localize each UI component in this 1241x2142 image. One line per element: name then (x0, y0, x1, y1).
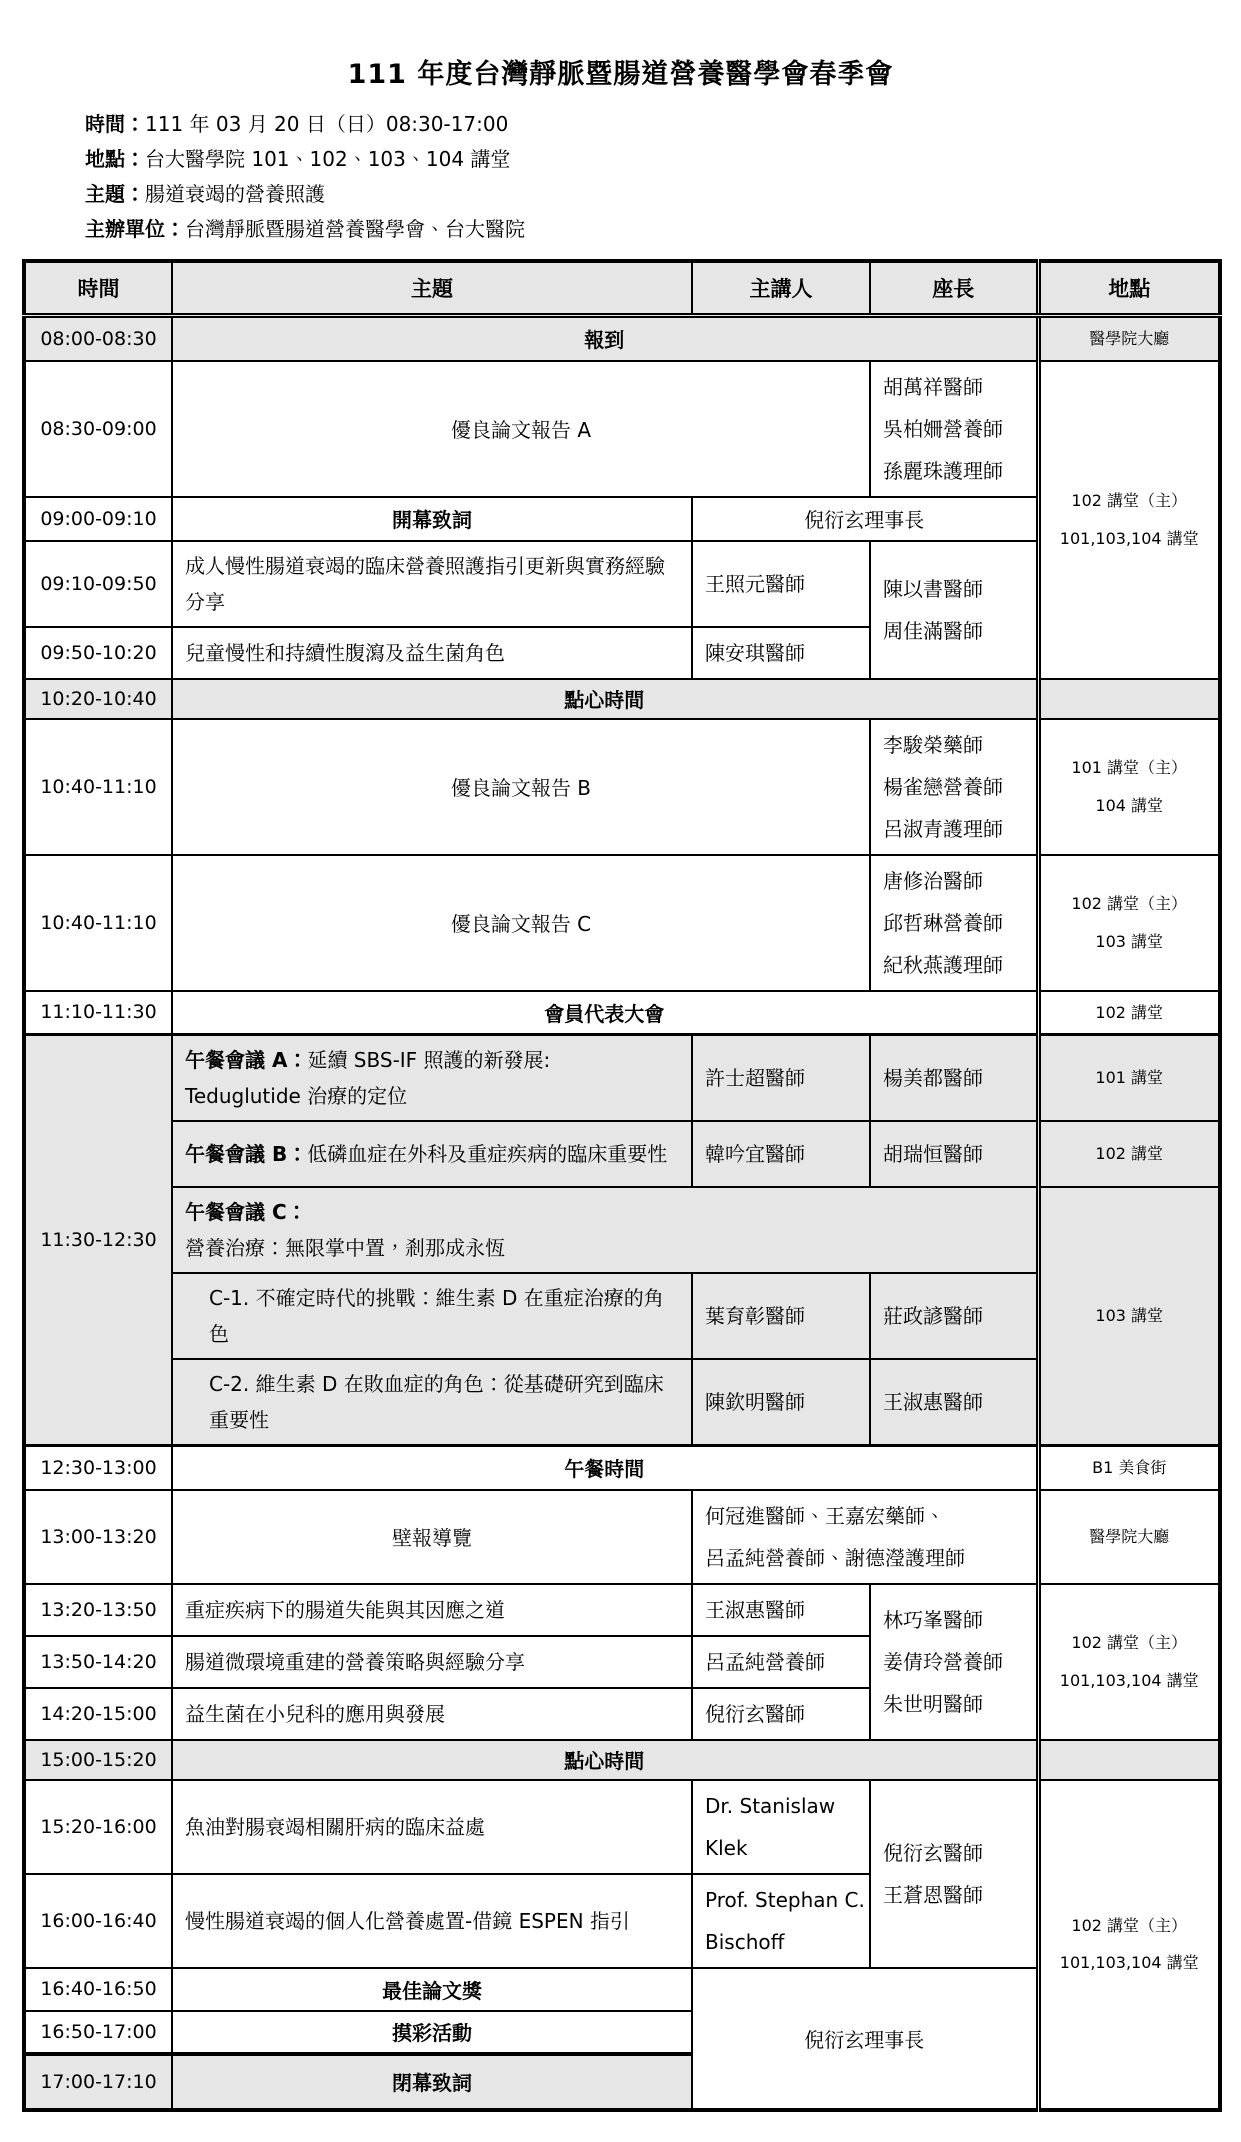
cell-speaker: 葉育彰醫師 (692, 1273, 870, 1359)
cell-topic: 魚油對腸衰竭相關肝病的臨床益處 (172, 1780, 692, 1874)
schedule-table-body (24, 261, 1220, 2110)
cell-topic: 開幕致詞 (172, 497, 692, 541)
cell-time: 13:00-13:20 (24, 1490, 172, 1584)
cell-event: 點心時間 (172, 1740, 1038, 1780)
cell-time: 09:50-10:20 (24, 627, 172, 679)
meta-organizer (85, 212, 1241, 247)
cell-chair: 楊美都醫師 (870, 1035, 1038, 1122)
cell-speaker: 陳安琪醫師 (692, 627, 870, 679)
column-header: 座長 (870, 261, 1038, 316)
cell-event: 點心時間 (172, 679, 1038, 719)
cell-speaker: 倪衍玄理事長 (692, 1968, 1038, 2110)
column-header: 時間 (24, 261, 172, 316)
cell-location: 102 講堂（主） 101,103,104 講堂 (1038, 1780, 1220, 2110)
cell-time: 13:50-14:20 (24, 1636, 172, 1688)
cell-location (1038, 1740, 1220, 1780)
cell-topic: C-1. 不確定時代的挑戰：維生素 D 在重症治療的角色 (172, 1273, 692, 1359)
cell-event: 閉幕致詞 (172, 2054, 692, 2110)
cell-time: 16:50-17:00 (24, 2011, 172, 2054)
cell-speaker: 何冠進醫師、王嘉宏藥師、 呂孟純營養師、謝德瀅護理師 (692, 1490, 1038, 1584)
cell-event: 報到 (172, 316, 1038, 361)
cell-time: 09:00-09:10 (24, 497, 172, 541)
cell-time: 15:00-15:20 (24, 1740, 172, 1780)
cell-topic: 優良論文報告 A (172, 361, 870, 497)
table-row (24, 1187, 1220, 1273)
schedule-table (22, 259, 1222, 2112)
page-title: 111 年度台灣靜脈暨腸道營養醫學會春季會 (347, 59, 894, 90)
cell-topic: 壁報導覽 (172, 1490, 692, 1584)
cell-topic: 優良論文報告 B (172, 719, 870, 855)
meta-theme-label: 主題： (85, 182, 145, 206)
table-row (24, 1121, 1220, 1187)
cell-location: 102 講堂（主） 101,103,104 講堂 (1038, 361, 1220, 679)
meta-place (85, 142, 1241, 177)
cell-topic: 益生菌在小兒科的應用與發展 (172, 1688, 692, 1740)
cell-time: 15:20-16:00 (24, 1780, 172, 1874)
table-row (24, 719, 1220, 855)
cell-speaker: Dr. Stanislaw Klek (692, 1780, 870, 1874)
cell-topic: 重症疾病下的腸道失能與其因應之道 (172, 1584, 692, 1636)
cell-time: 08:00-08:30 (24, 316, 172, 361)
cell-topic: 兒童慢性和持續性腹瀉及益生菌角色 (172, 627, 692, 679)
cell-event: 會員代表大會 (172, 991, 1038, 1035)
cell-time: 14:20-15:00 (24, 1688, 172, 1740)
cell-location (1038, 679, 1220, 719)
cell-chair: 胡瑞恒醫師 (870, 1121, 1038, 1187)
cell-time: 08:30-09:00 (24, 361, 172, 497)
cell-chair: 陳以書醫師 周佳滿醫師 (870, 541, 1038, 679)
cell-location: 102 講堂（主） 101,103,104 講堂 (1038, 1584, 1220, 1740)
cell-location: 101 講堂（主） 104 講堂 (1038, 719, 1220, 855)
table-row (24, 1780, 1220, 1874)
cell-time: 10:20-10:40 (24, 679, 172, 719)
cell-time: 11:30-12:30 (24, 1035, 172, 1446)
cell-speaker: 陳欽明醫師 (692, 1359, 870, 1446)
cell-time: 10:40-11:10 (24, 719, 172, 855)
cell-speaker: 許士超醫師 (692, 1035, 870, 1122)
cell-time: 10:40-11:10 (24, 855, 172, 991)
cell-chair: 林巧峯醫師 姜倩玲營養師 朱世明醫師 (870, 1584, 1038, 1740)
cell-time: 12:30-13:00 (24, 1446, 172, 1490)
table-row (24, 855, 1220, 991)
cell-chair: 王淑惠醫師 (870, 1359, 1038, 1446)
cell-location: 103 講堂 (1038, 1187, 1220, 1446)
cell-speaker: 王照元醫師 (692, 541, 870, 627)
cell-topic: 午餐會議 A：延續 SBS-IF 照護的新發展: Teduglutide 治療的定位 (172, 1035, 692, 1122)
column-header: 主講人 (692, 261, 870, 316)
cell-topic: C-2. 維生素 D 在敗血症的角色：從基礎研究到臨床重要性 (172, 1359, 692, 1446)
meta-time-label: 時間： (85, 112, 145, 136)
cell-chair: 李駿榮藥師 楊雀戀營養師 呂淑青護理師 (870, 719, 1038, 855)
meta-organizer-value: 台灣靜脈暨腸道營養醫學會、台大醫院 (185, 217, 525, 241)
cell-speaker: 韓吟宜醫師 (692, 1121, 870, 1187)
cell-time: 16:40-16:50 (24, 1968, 172, 2011)
cell-topic: 慢性腸道衰竭的個人化營養處置-借鏡 ESPEN 指引 (172, 1874, 692, 1968)
cell-time: 17:00-17:10 (24, 2054, 172, 2110)
meta-time (85, 107, 1241, 142)
cell-chair: 倪衍玄醫師 王蒼恩醫師 (870, 1780, 1038, 1968)
cell-event: 午餐時間 (172, 1446, 1038, 1490)
cell-speaker: 倪衍玄理事長 (692, 497, 1038, 541)
cell-location: 102 講堂 (1038, 991, 1220, 1035)
cell-topic: 腸道微環境重建的營養策略與經驗分享 (172, 1636, 692, 1688)
cell-location: B1 美食街 (1038, 1446, 1220, 1490)
cell-speaker: 倪衍玄醫師 (692, 1688, 870, 1740)
cell-speaker: Prof. Stephan C. Bischoff (692, 1874, 870, 1968)
cell-location: 102 講堂（主） 103 講堂 (1038, 855, 1220, 991)
schedule-header-row (24, 261, 1220, 316)
cell-location: 醫學院大廳 (1038, 316, 1220, 361)
cell-chair: 胡萬祥醫師 吳柏姍營養師 孫麗珠護理師 (870, 361, 1038, 497)
meta-theme-value: 腸道衰竭的營養照護 (145, 182, 325, 206)
meta-place-label: 地點： (85, 147, 145, 171)
cell-topic: 成人慢性腸道衰竭的臨床營養照護指引更新與實務經驗分享 (172, 541, 692, 627)
cell-time: 13:20-13:50 (24, 1584, 172, 1636)
cell-time: 09:10-09:50 (24, 541, 172, 627)
table-row (24, 1490, 1220, 1584)
column-header: 主題 (172, 261, 692, 316)
cell-speaker: 王淑惠醫師 (692, 1584, 870, 1636)
cell-speaker: 呂孟純營養師 (692, 1636, 870, 1688)
document-meta (85, 107, 1241, 247)
cell-event: 最佳論文獎 (172, 1968, 692, 2011)
meta-organizer-label: 主辦單位： (85, 217, 185, 241)
table-row (24, 1446, 1220, 1490)
cell-time: 16:00-16:40 (24, 1874, 172, 1968)
cell-location: 醫學院大廳 (1038, 1490, 1220, 1584)
meta-place-value: 台大醫學院 101、102、103、104 講堂 (145, 147, 511, 171)
table-row (24, 679, 1220, 719)
table-row (24, 1584, 1220, 1636)
table-row (24, 1035, 1220, 1122)
cell-chair: 唐修治醫師 邱哲琳營養師 紀秋燕護理師 (870, 855, 1038, 991)
cell-chair: 莊政諺醫師 (870, 1273, 1038, 1359)
cell-location: 102 講堂 (1038, 1121, 1220, 1187)
table-row (24, 1740, 1220, 1780)
table-row (24, 316, 1220, 361)
cell-event: 摸彩活動 (172, 2011, 692, 2054)
cell-time: 11:10-11:30 (24, 991, 172, 1035)
meta-theme (85, 177, 1241, 212)
cell-topic: 午餐會議 B：低磷血症在外科及重症疾病的臨床重要性 (172, 1121, 692, 1187)
cell-topic: 午餐會議 C： 營養治療：無限掌中置，剎那成永恆 (172, 1187, 1038, 1273)
cell-location: 101 講堂 (1038, 1035, 1220, 1122)
table-row (24, 991, 1220, 1035)
meta-time-value: 111 年 03 月 20 日（日）08:30-17:00 (145, 112, 509, 136)
table-row (24, 361, 1220, 497)
column-header: 地點 (1038, 261, 1220, 316)
cell-topic: 優良論文報告 C (172, 855, 870, 991)
